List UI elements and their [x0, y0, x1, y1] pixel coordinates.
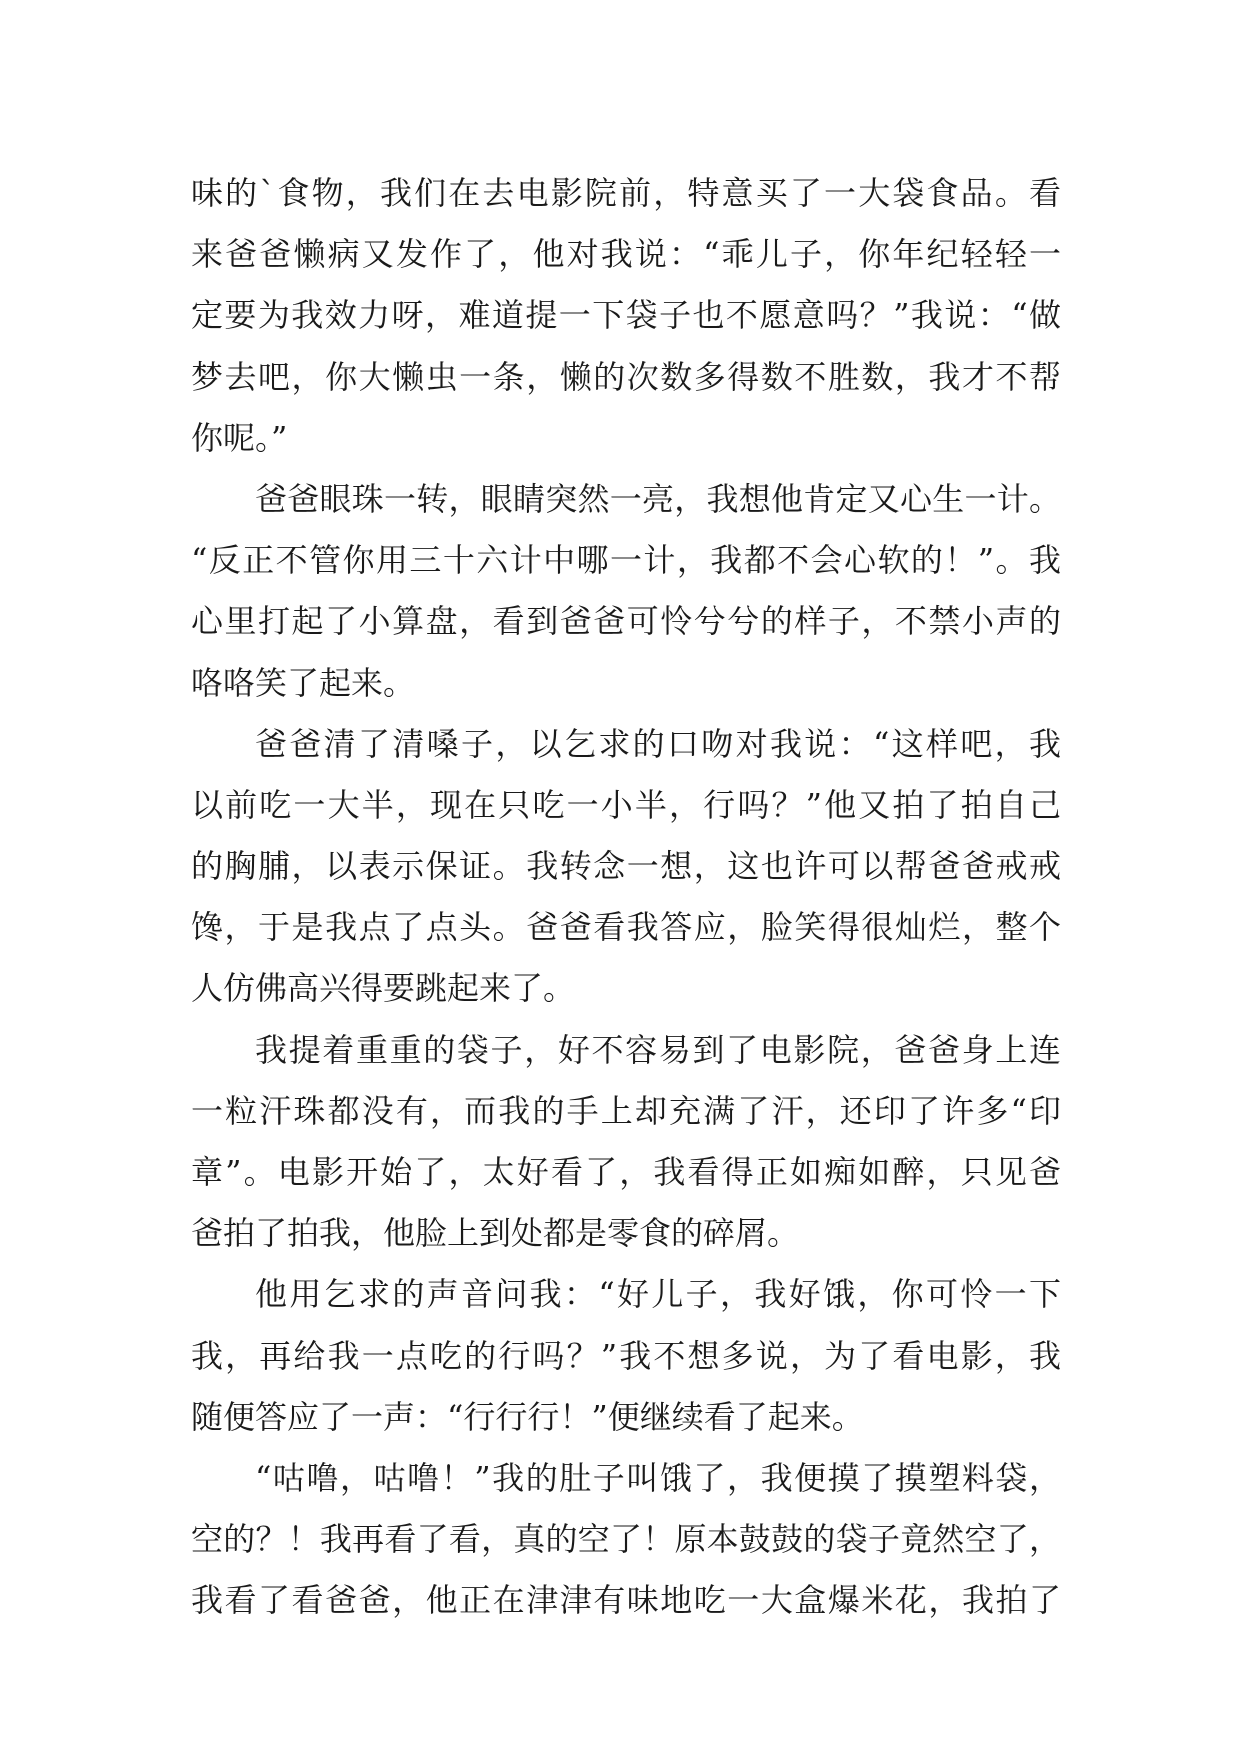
text-line: 咯咯笑了起来。	[191, 663, 416, 702]
text-line: 空的？！我再看了看，真的空了！原本鼓鼓的袋子竟然空了，	[191, 1520, 1061, 1559]
essay-body	[191, 163, 1061, 1632]
text-line: 馋，于是我点了点头。爸爸看我答应，脸笑得很灿烂，整个	[191, 908, 1061, 947]
text-line: 定要为我效力呀，难道提一下袋子也不愿意吗？”我说：“做	[191, 296, 1061, 335]
text-line: 一粒汗珠都没有，而我的手上却充满了汗，还印了许多“印	[191, 1091, 1061, 1130]
text-line: 以前吃一大半，现在只吃一小半，行吗？”他又拍了拍自己	[191, 785, 1061, 824]
text-line: 心里打起了小算盘，看到爸爸可怜兮兮的样子，不禁小声的	[191, 602, 1061, 641]
text-line: “咕噜，咕噜！”我的肚子叫饿了，我便摸了摸塑料袋，	[255, 1458, 1061, 1497]
text-line: 你呢。”	[191, 418, 288, 457]
text-line: 人仿佛高兴得要跳起来了。	[191, 969, 576, 1008]
text-line: 他用乞求的声音问我：“好儿子，我好饿，你可怜一下	[255, 1275, 1061, 1314]
text-line: 我看了看爸爸，他正在津津有味地吃一大盒爆米花，我拍了	[191, 1581, 1061, 1620]
text-line: 爸爸眼珠一转，眼睛突然一亮，我想他肯定又心生一计。	[255, 479, 1061, 518]
text-line: 梦去吧，你大懒虫一条，懒的次数多得数不胜数，我才不帮	[191, 357, 1061, 396]
text-line: 我提着重重的袋子，好不容易到了电影院，爸爸身上连	[255, 1030, 1061, 1069]
text-line: 味的`食物，我们在去电影院前，特意买了一大袋食品。看	[191, 174, 1061, 212]
text-line: 的胸脯，以表示保证。我转念一想，这也许可以帮爸爸戒戒	[191, 847, 1061, 886]
text-line: “反正不管你用三十六计中哪一计，我都不会心软的！”。我	[191, 541, 1061, 580]
text-line: 爸爸清了清嗓子，以乞求的口吻对我说：“这样吧，我	[255, 724, 1061, 763]
text-line: 来爸爸懒病又发作了，他对我说：“乖儿子，你年纪轻轻一	[191, 235, 1061, 274]
text-line: 章”。电影开始了，太好看了，我看得正如痴如醉，只见爸	[191, 1153, 1061, 1191]
text-line: 随便答应了一声：“行行行！”便继续看了起来。	[191, 1397, 864, 1436]
text-line: 爸拍了拍我，他脸上到处都是零食的碎屑。	[191, 1214, 800, 1253]
text-line: 我，再给我一点吃的行吗？”我不想多说，为了看电影，我	[191, 1336, 1061, 1375]
